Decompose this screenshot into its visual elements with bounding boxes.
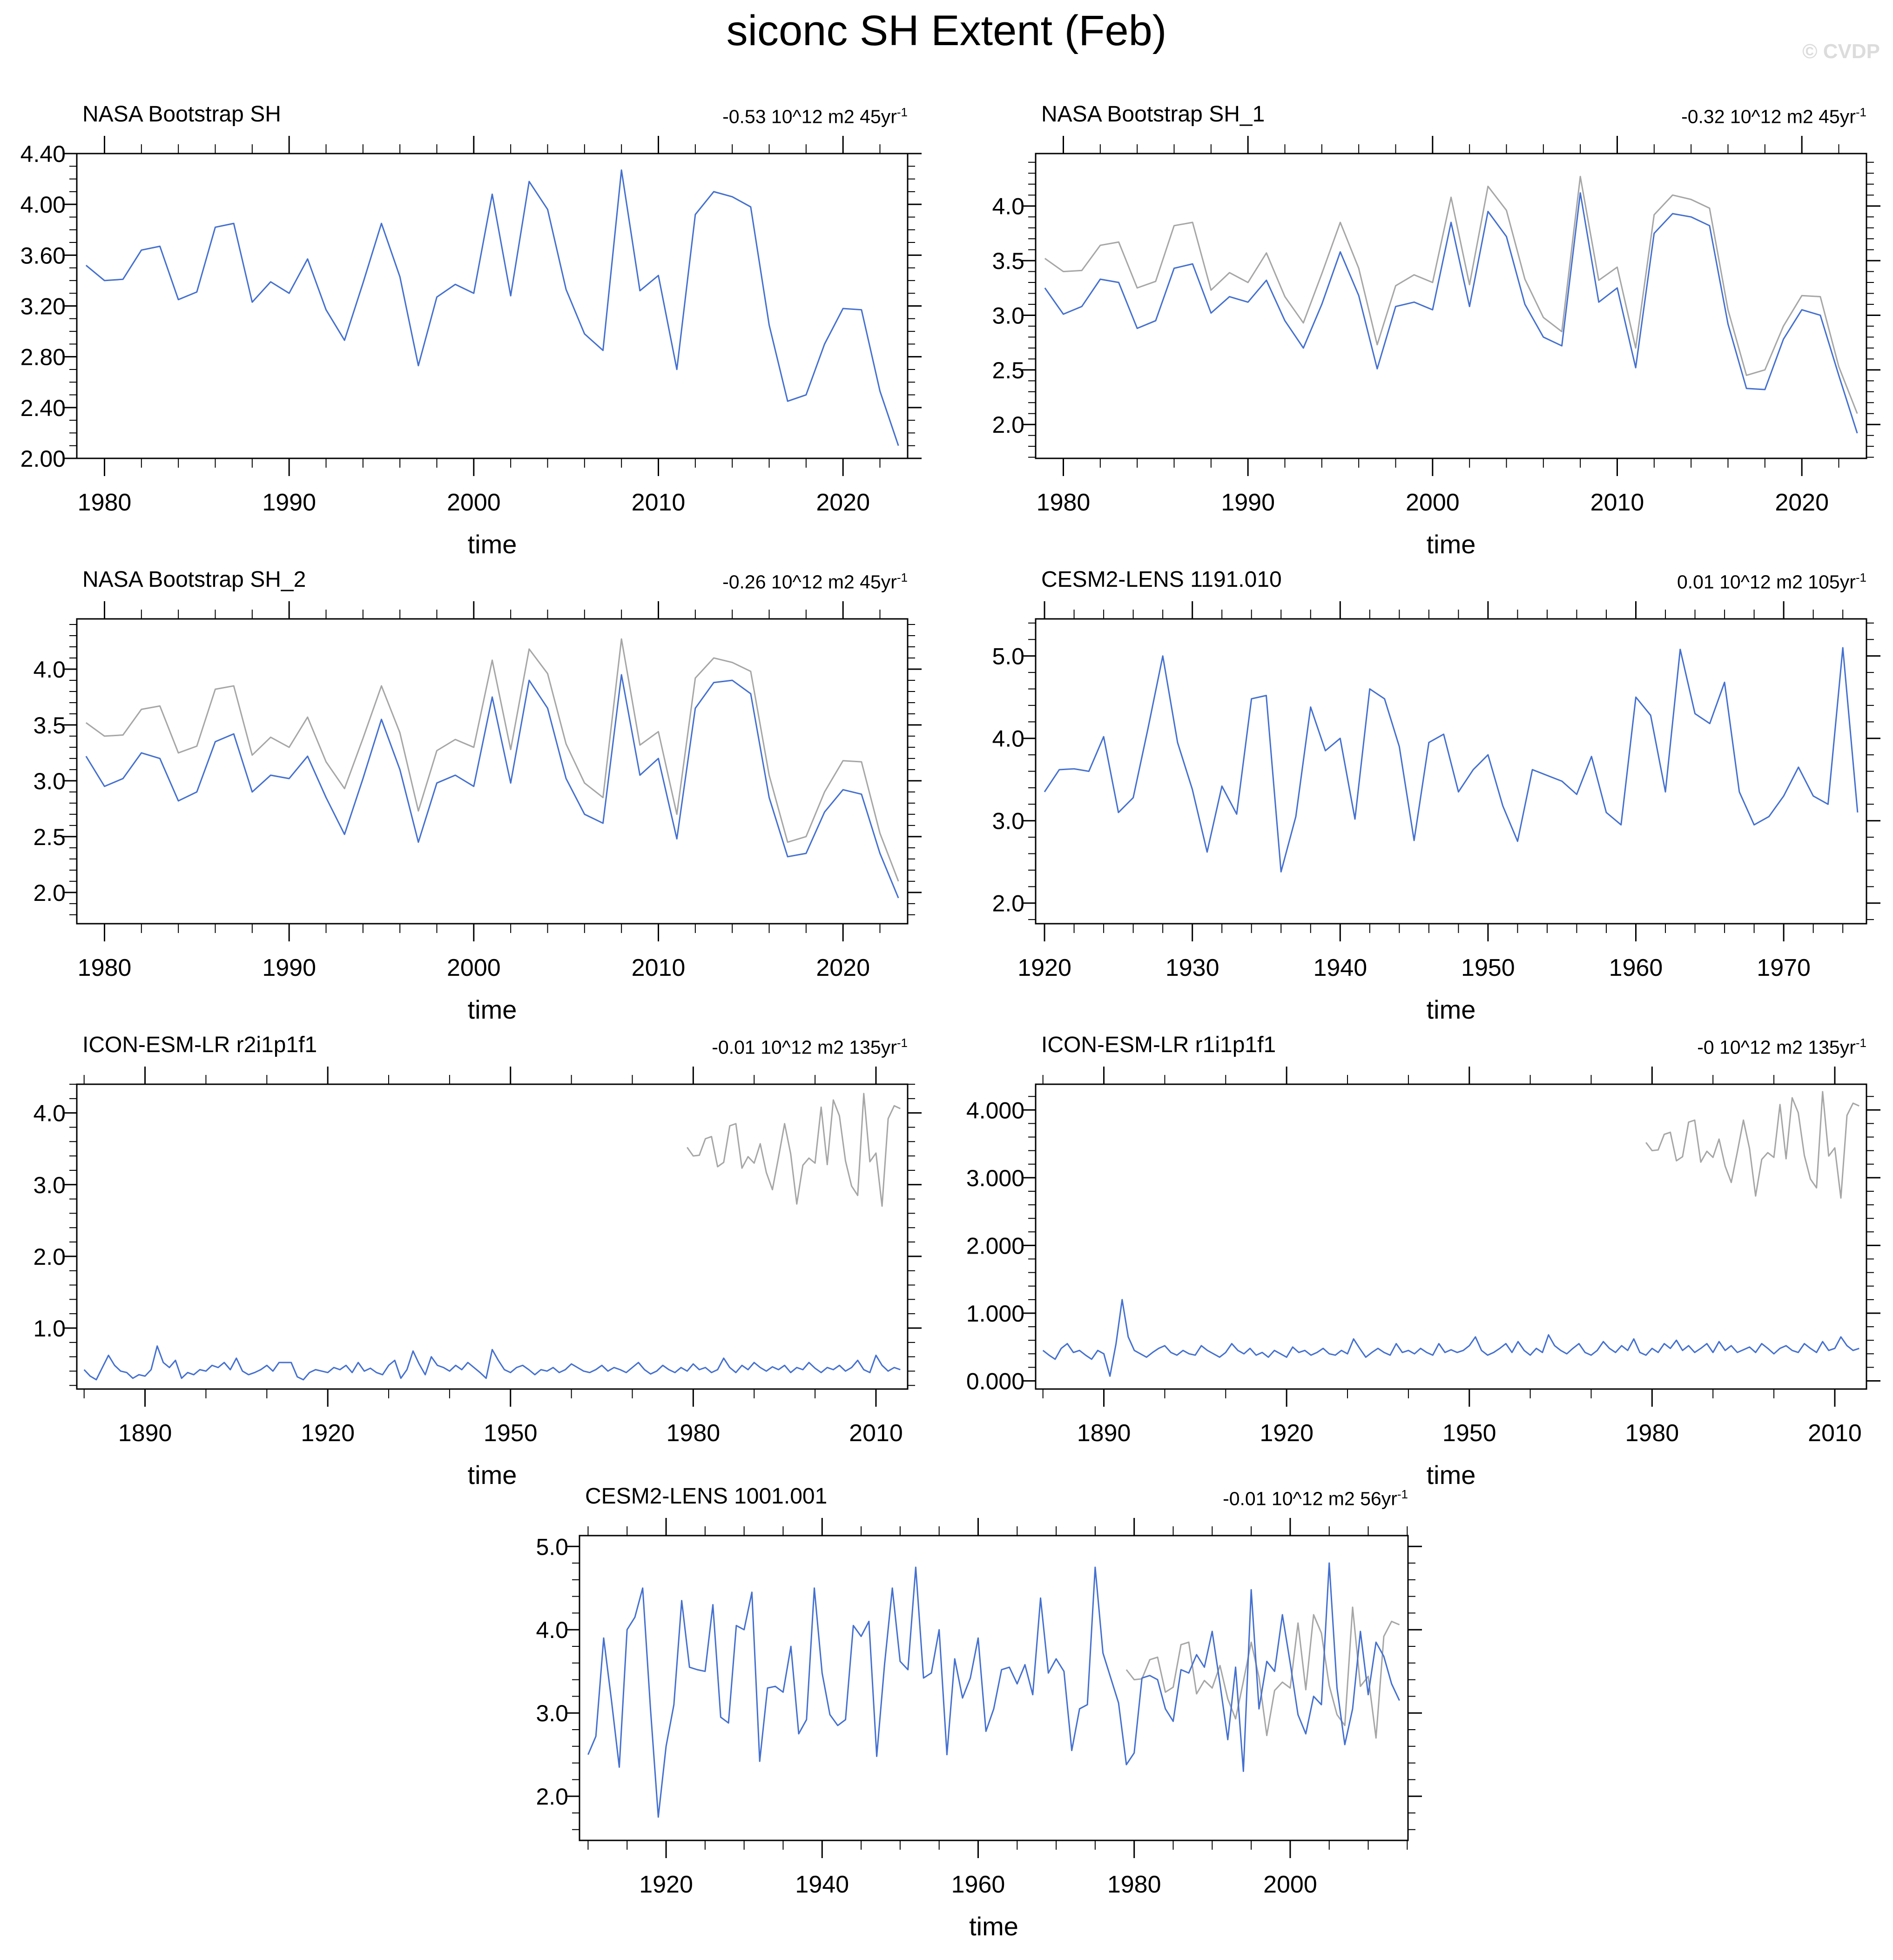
svg-text:2000: 2000 [446,954,501,981]
trend-exponent: -1 [1855,571,1866,584]
svg-text:2000: 2000 [446,489,501,516]
watermark: © CVDP [1802,40,1880,63]
svg-text:3.0: 3.0 [536,1700,568,1727]
svg-text:3.0: 3.0 [33,768,66,794]
svg-text:1980: 1980 [666,1420,721,1447]
svg-text:2.00: 2.00 [20,446,66,472]
svg-text:2020: 2020 [816,489,870,516]
svg-text:2.000: 2.000 [966,1233,1024,1259]
panel-title: CESM2-LENS 1001.001 [585,1484,828,1509]
panel-title: NASA Bootstrap SH_2 [82,567,306,592]
svg-text:2020: 2020 [1775,489,1829,516]
svg-text:2.0: 2.0 [33,879,66,906]
svg-text:1990: 1990 [262,489,317,516]
svg-text:3.60: 3.60 [20,242,66,269]
svg-text:1960: 1960 [1609,954,1663,981]
x-axis-label: time [969,1912,1018,1941]
chart-svg [0,126,947,528]
svg-text:3.0: 3.0 [992,808,1024,834]
svg-text:1990: 1990 [262,954,317,981]
svg-text:2000: 2000 [1263,1871,1317,1898]
x-axis-label: time [1426,1460,1476,1490]
svg-text:1960: 1960 [951,1871,1005,1898]
svg-text:1950: 1950 [483,1420,538,1447]
svg-text:1980: 1980 [1107,1871,1161,1898]
trend-annotation [579,1487,1408,1510]
svg-text:4.40: 4.40 [20,141,66,167]
svg-text:2.5: 2.5 [33,824,66,850]
trend-exponent: -1 [896,105,908,119]
svg-text:2.40: 2.40 [20,395,66,421]
svg-text:1890: 1890 [118,1420,172,1447]
chart-svg [954,591,1893,993]
x-axis-label: time [467,995,517,1024]
trend-value: -0.01 10^12 m2 56yr [1223,1488,1397,1510]
trend-annotation [1036,1036,1866,1059]
svg-text:4.0: 4.0 [536,1617,568,1644]
svg-text:2010: 2010 [631,489,686,516]
svg-text:4.0: 4.0 [33,1100,66,1127]
trend-annotation [77,571,908,593]
trend-value: -0.53 10^12 m2 45yr [722,106,897,128]
x-axis-label: time [467,530,517,559]
trend-value: -0.32 10^12 m2 45yr [1681,106,1856,128]
svg-text:1920: 1920 [1017,954,1071,981]
svg-text:1980: 1980 [1036,489,1091,516]
chart-svg [954,1056,1893,1459]
svg-text:2010: 2010 [1808,1420,1862,1447]
svg-text:2020: 2020 [816,954,870,981]
svg-text:1930: 1930 [1165,954,1219,981]
panel-title: CESM2-LENS 1191.010 [1041,567,1282,592]
x-axis-label: time [467,1460,517,1490]
x-axis-label: time [1426,530,1476,559]
svg-text:1980: 1980 [77,489,132,516]
trend-value: -0.26 10^12 m2 45yr [722,571,897,593]
svg-text:4.0: 4.0 [33,656,66,683]
trend-annotation [77,105,908,128]
chart-svg [0,591,947,993]
trend-value: -0 10^12 m2 135yr [1697,1036,1856,1058]
svg-text:1920: 1920 [1260,1420,1314,1447]
svg-text:5.0: 5.0 [536,1534,568,1560]
svg-text:2.0: 2.0 [33,1243,66,1270]
trend-value: -0.01 10^12 m2 135yr [712,1036,897,1058]
svg-text:1970: 1970 [1757,954,1811,981]
svg-text:4.0: 4.0 [992,193,1024,220]
page-title: siconc SH Extent (Feb) [726,7,1167,54]
svg-text:3.20: 3.20 [20,293,66,320]
svg-text:2010: 2010 [1590,489,1644,516]
svg-text:3.000: 3.000 [966,1165,1024,1191]
panel-title: ICON-ESM-LR r1i1p1f1 [1041,1033,1276,1057]
svg-text:2.0: 2.0 [536,1784,568,1810]
chart-svg [954,126,1893,528]
svg-text:1920: 1920 [301,1420,355,1447]
trend-annotation [1036,571,1866,593]
svg-text:1.000: 1.000 [966,1300,1024,1327]
svg-text:2000: 2000 [1405,489,1460,516]
panel-title: NASA Bootstrap SH [82,102,281,127]
svg-text:2.80: 2.80 [20,344,66,370]
svg-text:1940: 1940 [795,1871,849,1898]
svg-text:5.0: 5.0 [992,643,1024,670]
svg-text:2.5: 2.5 [992,357,1024,383]
svg-text:1940: 1940 [1313,954,1368,981]
svg-text:2010: 2010 [849,1420,903,1447]
svg-text:1980: 1980 [77,954,132,981]
svg-text:3.5: 3.5 [992,248,1024,275]
chart-svg [0,1056,947,1459]
trend-exponent: -1 [896,571,908,584]
svg-text:1920: 1920 [639,1871,693,1898]
svg-text:4.000: 4.000 [966,1097,1024,1124]
svg-text:1950: 1950 [1442,1420,1496,1447]
svg-text:0.000: 0.000 [966,1368,1024,1395]
svg-text:3.0: 3.0 [33,1172,66,1198]
trend-exponent: -1 [1855,1036,1866,1050]
trend-exponent: -1 [1855,105,1866,119]
panel-title: NASA Bootstrap SH_1 [1041,102,1265,127]
svg-text:2.0: 2.0 [992,890,1024,917]
trend-exponent: -1 [896,1036,908,1050]
trend-annotation [77,1036,908,1059]
svg-text:4.00: 4.00 [20,192,66,218]
trend-annotation [1036,105,1866,128]
panel-title: ICON-ESM-LR r2i1p1f1 [82,1033,317,1057]
chart-svg [498,1508,1448,1910]
svg-text:1990: 1990 [1221,489,1275,516]
svg-text:1890: 1890 [1077,1420,1131,1447]
svg-text:1980: 1980 [1625,1420,1679,1447]
svg-text:4.0: 4.0 [992,725,1024,752]
svg-text:3.0: 3.0 [992,302,1024,329]
svg-text:2.0: 2.0 [992,412,1024,438]
svg-text:2010: 2010 [631,954,686,981]
svg-text:1.0: 1.0 [33,1316,66,1342]
x-axis-label: time [1426,995,1476,1024]
svg-text:3.5: 3.5 [33,712,66,738]
trend-exponent: -1 [1397,1487,1408,1501]
trend-value: 0.01 10^12 m2 105yr [1677,571,1856,593]
svg-text:1950: 1950 [1461,954,1515,981]
